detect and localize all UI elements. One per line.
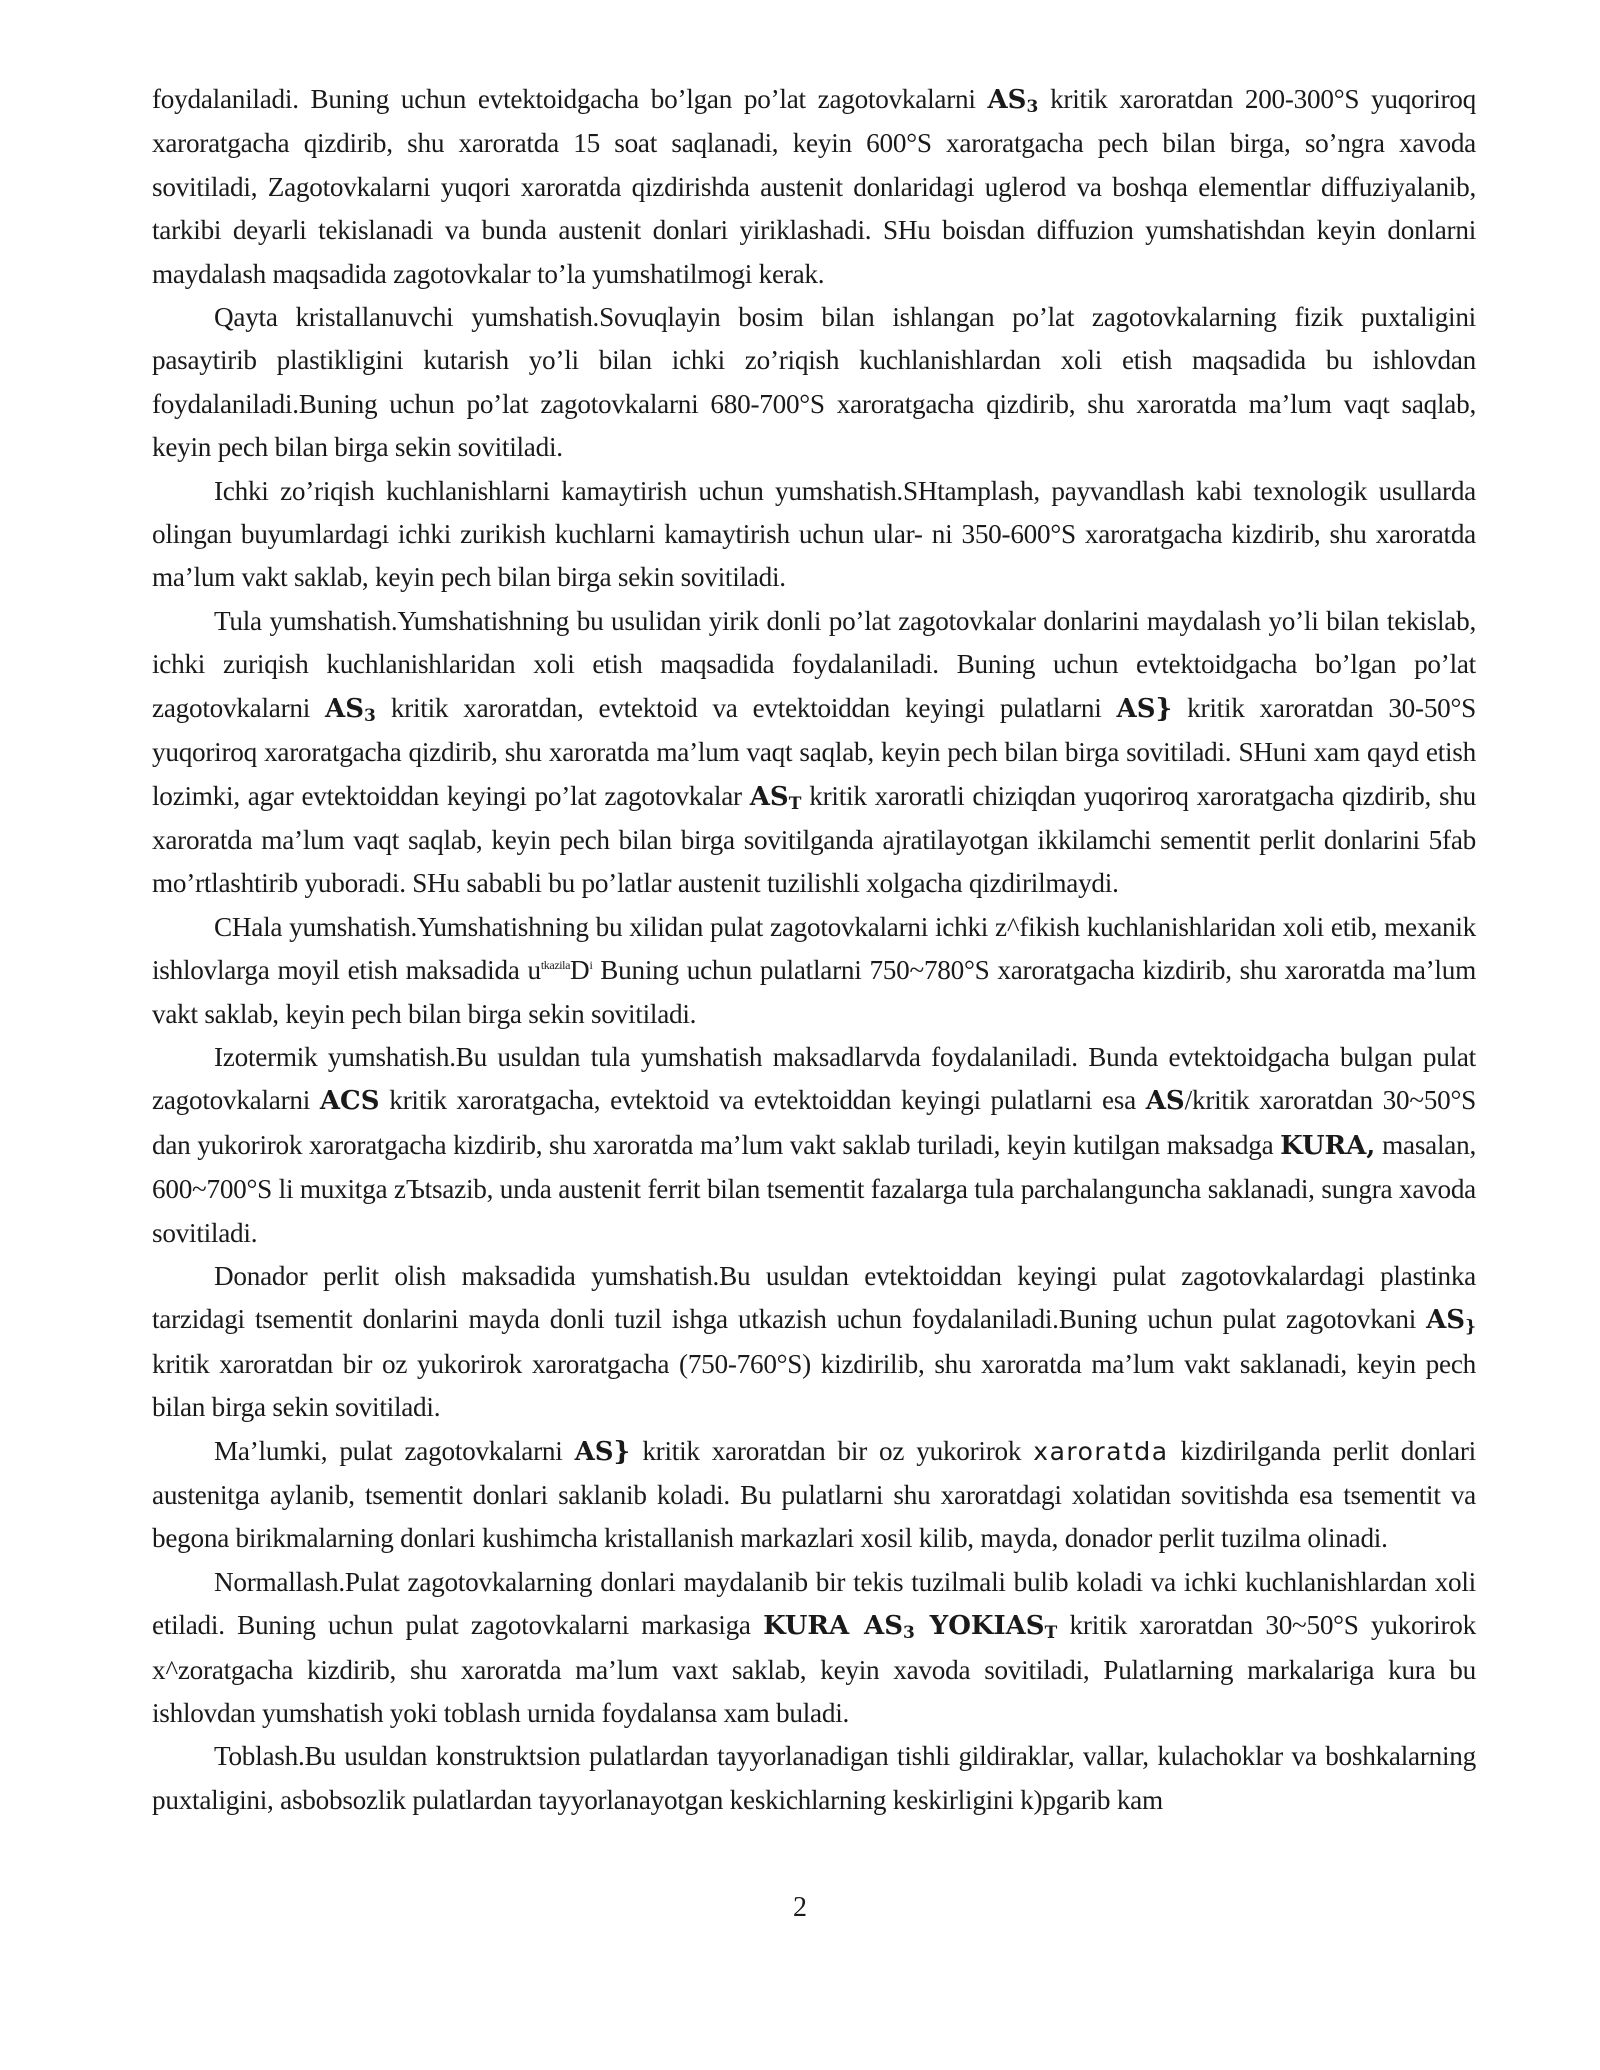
text-run: foydalaniladi. Buning uchun evtektoidgacha bo’lgan po’lat zagotovkalarni xyxy=(152,84,988,114)
paragraph xyxy=(152,78,1476,296)
paragraph xyxy=(152,1561,1476,1736)
text-run: kritik xaroratdan 30~50°S yukorirok x^zoratgacha kizdirib, shu xaroratda ma’lum vaxt saklab, keyin xavoda sovitiladi, Pulatlarning markalariga kura bu ishlovdan yumshatish yoki toblash urnida foydalansa xam buladi. xyxy=(152,1610,1476,1729)
text-run: kritik xaroratli chiziqdan yuqoriroq xaroratgacha qizdirib, shu xaroratda ma’lum vaqt saqlab, keyin pech bilan birga sovitilganda ajratilayotgan ikkilamchi sementit perlit donlarini 5fab mo’rtlashtirib yuboradi. SHu sababli bu po’latlar austenit tuzilishli xolgacha qizdirilmaydi. xyxy=(152,780,1476,899)
text-run: Ma’lumki, pulat zagotovkalarni xyxy=(214,1435,575,1466)
formatted-text-run: AS xyxy=(987,85,1027,115)
formatted-text-run: xaroratda xyxy=(1033,1436,1169,1466)
text-run: kritik xaroratdan bir oz yukorirok xaroratgacha (750-760°S) kizdirilib, shu xaroratda ma’lum vakt saklanadi, keyin pech bilan birga sekin sovitiladi. xyxy=(152,1348,1476,1423)
text-run: kritik xaroratdan bir oz yukorirok xyxy=(630,1435,1034,1466)
page-number: 2 xyxy=(793,1892,807,1923)
formatted-text-run: ACS xyxy=(319,1086,380,1117)
paragraph xyxy=(152,906,1476,1036)
text-run: kritik xaroratgacha, evtektoid va evtektoiddan keyingi pulatlarni esa xyxy=(379,1085,1146,1116)
text-run: Toblash.Bu usuldan konstruktsion pulatlardan tayyorlanadigan tishli gildiraklar, vallar, kulachoklar va boshkalarning puxtaligini, asbobsozlik pulatlardan tayyorlanayotgan keskichlarning keskirligini k)pgarib kam xyxy=(152,1741,1476,1815)
text-run: /kritik xaroratdan 30~50°S dan yukorirok xaroratgacha kizdirib, shu xaroratda ma’lum vakt saklab turiladi, keyin kutilgan maksadga xyxy=(152,1085,1476,1160)
formatted-text-run: AS xyxy=(1145,1086,1185,1117)
text-run: Izotermik yumshatish.Bu usuldan tula yumshatish maksadlarvda foydalaniladi. Bunda evtektoidgacha bulgan pulat zagotovkalarni xyxy=(152,1041,1476,1116)
formatted-text-run: YOKIAS xyxy=(914,1611,1045,1642)
paragraph xyxy=(152,296,1476,470)
formatted-text-run: AS xyxy=(325,693,364,724)
paragraph xyxy=(152,1735,1476,1822)
paragraph xyxy=(152,1036,1476,1255)
formatted-text-run: AS} xyxy=(1116,693,1173,724)
text-run: masalan, 600~700°S li muxitga zЪtsazib, unda austenit ferrit bilan tsementit fazalarga tula parchalanguncha saklanadi, sungra xavoda sovitiladi. xyxy=(152,1129,1476,1248)
formatted-text-run: KURA, xyxy=(1280,1130,1376,1161)
text-run: CHala yumshatish.Yumshatishning bu xilidan pulat zagotovkalarni ichki z^fikish kuchlanishlaridan xoli etib, mexanik ishlovlarga moyil etish maksadida u xyxy=(152,911,1476,986)
formatted-text-run: KURA AS xyxy=(763,1611,903,1642)
formatted-text-run: T xyxy=(1044,1623,1058,1644)
text-run: Normallash.Pulat zagotovkalarning donlari maydalanib bir tekis tuzilmali bulib koladi va ichki kuchlanishlardan xoli etiladi. Buning uchun pulat zagotovkalarni markasiga xyxy=(152,1566,1476,1641)
formatted-text-run: } xyxy=(1465,1317,1476,1338)
formatted-text-run: 3 xyxy=(902,1623,915,1644)
paragraph xyxy=(152,1255,1476,1430)
document-body xyxy=(152,78,1476,1822)
text-run: kizdirilganda perlit donlari austenitga aylanib, tsementit donlari saklanib koladi. Bu pulatlarni shu xaroratdagi xolatidan sovitishda esa tsementit va begona birikmalarning donlari kushimcha kristallanish markazlari xosil kilib, mayda, donador perlit tuzilma olinadi. xyxy=(152,1435,1476,1554)
paragraph xyxy=(152,600,1476,906)
formatted-text-run: AS xyxy=(1426,1305,1466,1336)
formatted-text-run: 3 xyxy=(364,705,376,726)
text-run: Donador perlit olish maksadida yumshatish.Bu usuldan evtektoiddan keyingi pulat zagotovkalardagi plastinka tarzidagi tsementit donlarini mayda donli tuzil ishga utkazish uchun foydalaniladi.Buning uchun pulat zagotovkani xyxy=(152,1260,1476,1335)
formatted-text-run: 3 xyxy=(1026,97,1039,117)
text-run: Tula yumshatish.Yumshatishning bu usulidan yirik donli po’lat zagotovkalar donlarini maydalash yo’li bilan tekislab, ichki zuriqish kuchlanishlaridan xoli etish maqsadida foydalaniladi. Buning uchun evtektoidgacha bo’lgan po’lat zagotovkalarni xyxy=(152,605,1476,723)
text-run: Buning uchun pulatlarni 750~780°S xaroratgacha kizdirib, shu xaroratda ma’lum vakt saklab, keyin pech bilan birga sekin sovitiladi. xyxy=(152,955,1476,1029)
text-run: kritik xaroratdan, evtektoid va evtektoiddan keyingi pulatlarni xyxy=(375,692,1117,723)
text-run: Ichki zo’riqish kuchlanishlarni kamaytirish uchun yumshatish.SHtamplash, payvandlash kabi texnologik usullarda olingan buyumlardagi ichki zurikish kuchlarni kamaytirish uchun ular- ni 350-600°S xaroratgacha kizdirib, shu xaroratda ma’lum vakt saklab, keyin pech bilan birga sekin sovitiladi. xyxy=(152,475,1476,593)
paragraph xyxy=(152,470,1476,600)
text-run: kritik xaroratdan 30-50°S yuqoriroq xaroratgacha qizdirib, shu xaroratda ma’lum vaqt saqlab, keyin pech bilan birga sovitiladi. SHuni xam qayd etish lozimki, agar evtektoiddan keyingi po’lat zagotovkalar xyxy=(152,692,1476,811)
text-run: Qayta kristallanuvchi yumshatish.Sovuqlayin bosim bilan ishlangan po’lat zagotovkalarning fizik puxtaligini pasaytirib plastikligini kutarish yo’li bilan ichki zo’riqish kuchlanishlardan xoli etish maqsadida bu ishlovdan foydalaniladi.Buning uchun po’lat zagotovkalarni 680-700°S xaroratgacha qizdirib, shu xaroratda ma’lum vaqt saqlab, keyin pech bilan birga sekin sovitiladi. xyxy=(152,302,1476,463)
text-run: kritik xaroratdan 200-300°S yuqoriroq xaroratgacha qizdirib, shu xaroratda 15 soat saqlanadi, keyin 600°S xaroratgacha pech bilan birga, so’ngra xavoda sovitiladi, Zagotovkalarni yuqori xaroratda qizdirishda austenit donlaridagi uglerod va boshqa elementlar diffuziyalanib, tarkibi deyarli tekislanadi va bunda austenit donlari yiriklashadi. SHu boisdan diffuzion yumshatishdan keyin donlarni maydalash maqsadida zagotovkalar to’la yumshatilmogi kerak. xyxy=(152,84,1476,289)
formatted-text-run: i xyxy=(589,958,593,973)
formatted-text-run: AS} xyxy=(574,1436,631,1467)
formatted-text-run: T xyxy=(788,793,802,814)
paragraph xyxy=(152,1430,1476,1561)
text-run: D xyxy=(570,955,590,986)
formatted-text-run: tkazila xyxy=(540,958,571,973)
formatted-text-run: AS xyxy=(749,781,789,812)
